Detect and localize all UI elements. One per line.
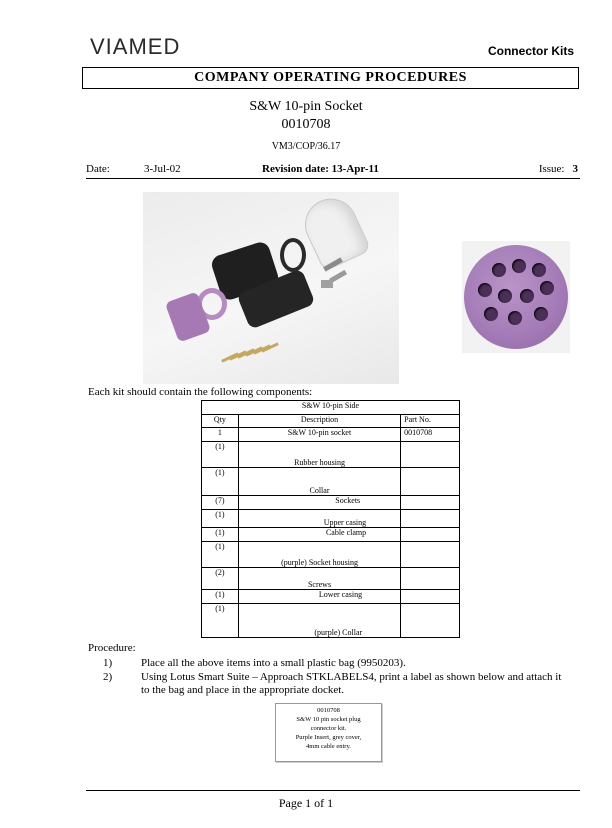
kit-components-photo <box>143 192 399 384</box>
table-row <box>202 428 460 442</box>
row-description: Upper casing <box>323 518 367 527</box>
socket-face-disc <box>464 245 568 349</box>
row-part-no <box>401 528 460 542</box>
row-description: Cable clamp <box>325 528 367 537</box>
cable-clamp-shape <box>321 280 333 288</box>
row-description: (purple) Socket housing <box>281 558 358 567</box>
parts-table <box>201 400 460 638</box>
section-heading: Connector Kits <box>487 44 574 58</box>
step-text: Using Lotus Smart Suite – Approach STKLABELS4, print a label as shown below and attach it to the bag and place in the appropriate docket. <box>141 671 562 696</box>
document-title: S&W 10-pin Socket <box>249 99 363 114</box>
row-qty: (2) <box>202 568 239 590</box>
row-description: Rubber housing <box>294 458 345 467</box>
step-number: 2) <box>103 671 113 683</box>
row-part-no <box>401 568 460 590</box>
row-part-no: 0010708 <box>401 428 460 442</box>
page-number: Page 1 of 1 <box>278 796 334 810</box>
row-qty: (1) <box>202 468 239 496</box>
procedure-heading: Procedure: <box>88 642 136 654</box>
revision-date: Revision date: 13-Apr-11 <box>262 163 379 175</box>
socket-face-photo <box>462 241 570 353</box>
row-qty: (1) <box>202 542 239 568</box>
label-line: connector kit. <box>310 725 347 732</box>
issue-number: 3 <box>572 163 578 175</box>
row-description: Sockets <box>335 496 361 505</box>
kit-contents-intro: Each kit should contain the following components: <box>88 386 313 398</box>
label-line: S&W 10 pin socket plug <box>296 716 361 723</box>
row-qty: (1) <box>202 510 239 528</box>
row-qty: (7) <box>202 496 239 510</box>
row-part-no <box>401 604 460 638</box>
column-header-part-no: Part No. <box>401 415 460 428</box>
step-number: 1) <box>103 657 113 669</box>
row-part-no <box>401 496 460 510</box>
procedure-banner: COMPANY OPERATING PROCEDURES <box>82 67 579 89</box>
row-part-no <box>401 442 460 468</box>
row-part-no <box>401 468 460 496</box>
row-part-no <box>401 510 460 528</box>
table-row <box>202 496 460 510</box>
row-description: Collar <box>309 486 330 495</box>
bag-label-sample <box>275 703 382 762</box>
row-description: S&W 10-pin socket <box>238 428 400 442</box>
column-header-qty: Qty <box>202 415 239 428</box>
table-row <box>202 604 460 638</box>
part-number-title: 0010708 <box>281 117 331 132</box>
date-row <box>86 163 580 179</box>
table-row <box>202 442 460 468</box>
row-part-no <box>401 542 460 568</box>
parts-table-caption: S&W 10-pin Side <box>202 401 460 415</box>
label-line: 0010708 <box>317 707 340 714</box>
table-row <box>202 528 460 542</box>
table-row <box>202 590 460 604</box>
issue <box>539 163 578 175</box>
document-reference: VM3/COP/36.17 <box>271 141 341 152</box>
company-logo: VIAMED <box>90 34 181 59</box>
column-header-description: Description <box>238 415 400 428</box>
row-description: Lower casing <box>318 590 363 599</box>
row-qty: (1) <box>202 590 239 604</box>
row-qty: (1) <box>202 604 239 638</box>
row-part-no <box>401 590 460 604</box>
label-line: 4mm cable entry. <box>306 743 351 750</box>
table-row <box>202 468 460 496</box>
row-qty: 1 <box>202 428 239 442</box>
date-value: 3-Jul-02 <box>144 163 181 175</box>
label-line: Purple Insert, grey cover, <box>295 734 362 741</box>
collar-ring-shape <box>280 238 306 272</box>
date-label: Date: <box>86 163 110 175</box>
sockets-shape <box>221 344 281 368</box>
table-row <box>202 510 460 528</box>
row-description: Screws <box>307 580 332 589</box>
row-qty: (1) <box>202 528 239 542</box>
table-row <box>202 542 460 568</box>
step-text: Place all the above items into a small plastic bag (9950203). <box>141 657 406 669</box>
footer-divider <box>86 790 580 791</box>
row-qty: (1) <box>202 442 239 468</box>
table-row <box>202 568 460 590</box>
issue-label: Issue: <box>538 163 565 175</box>
row-description: (purple) Collar <box>314 628 363 637</box>
